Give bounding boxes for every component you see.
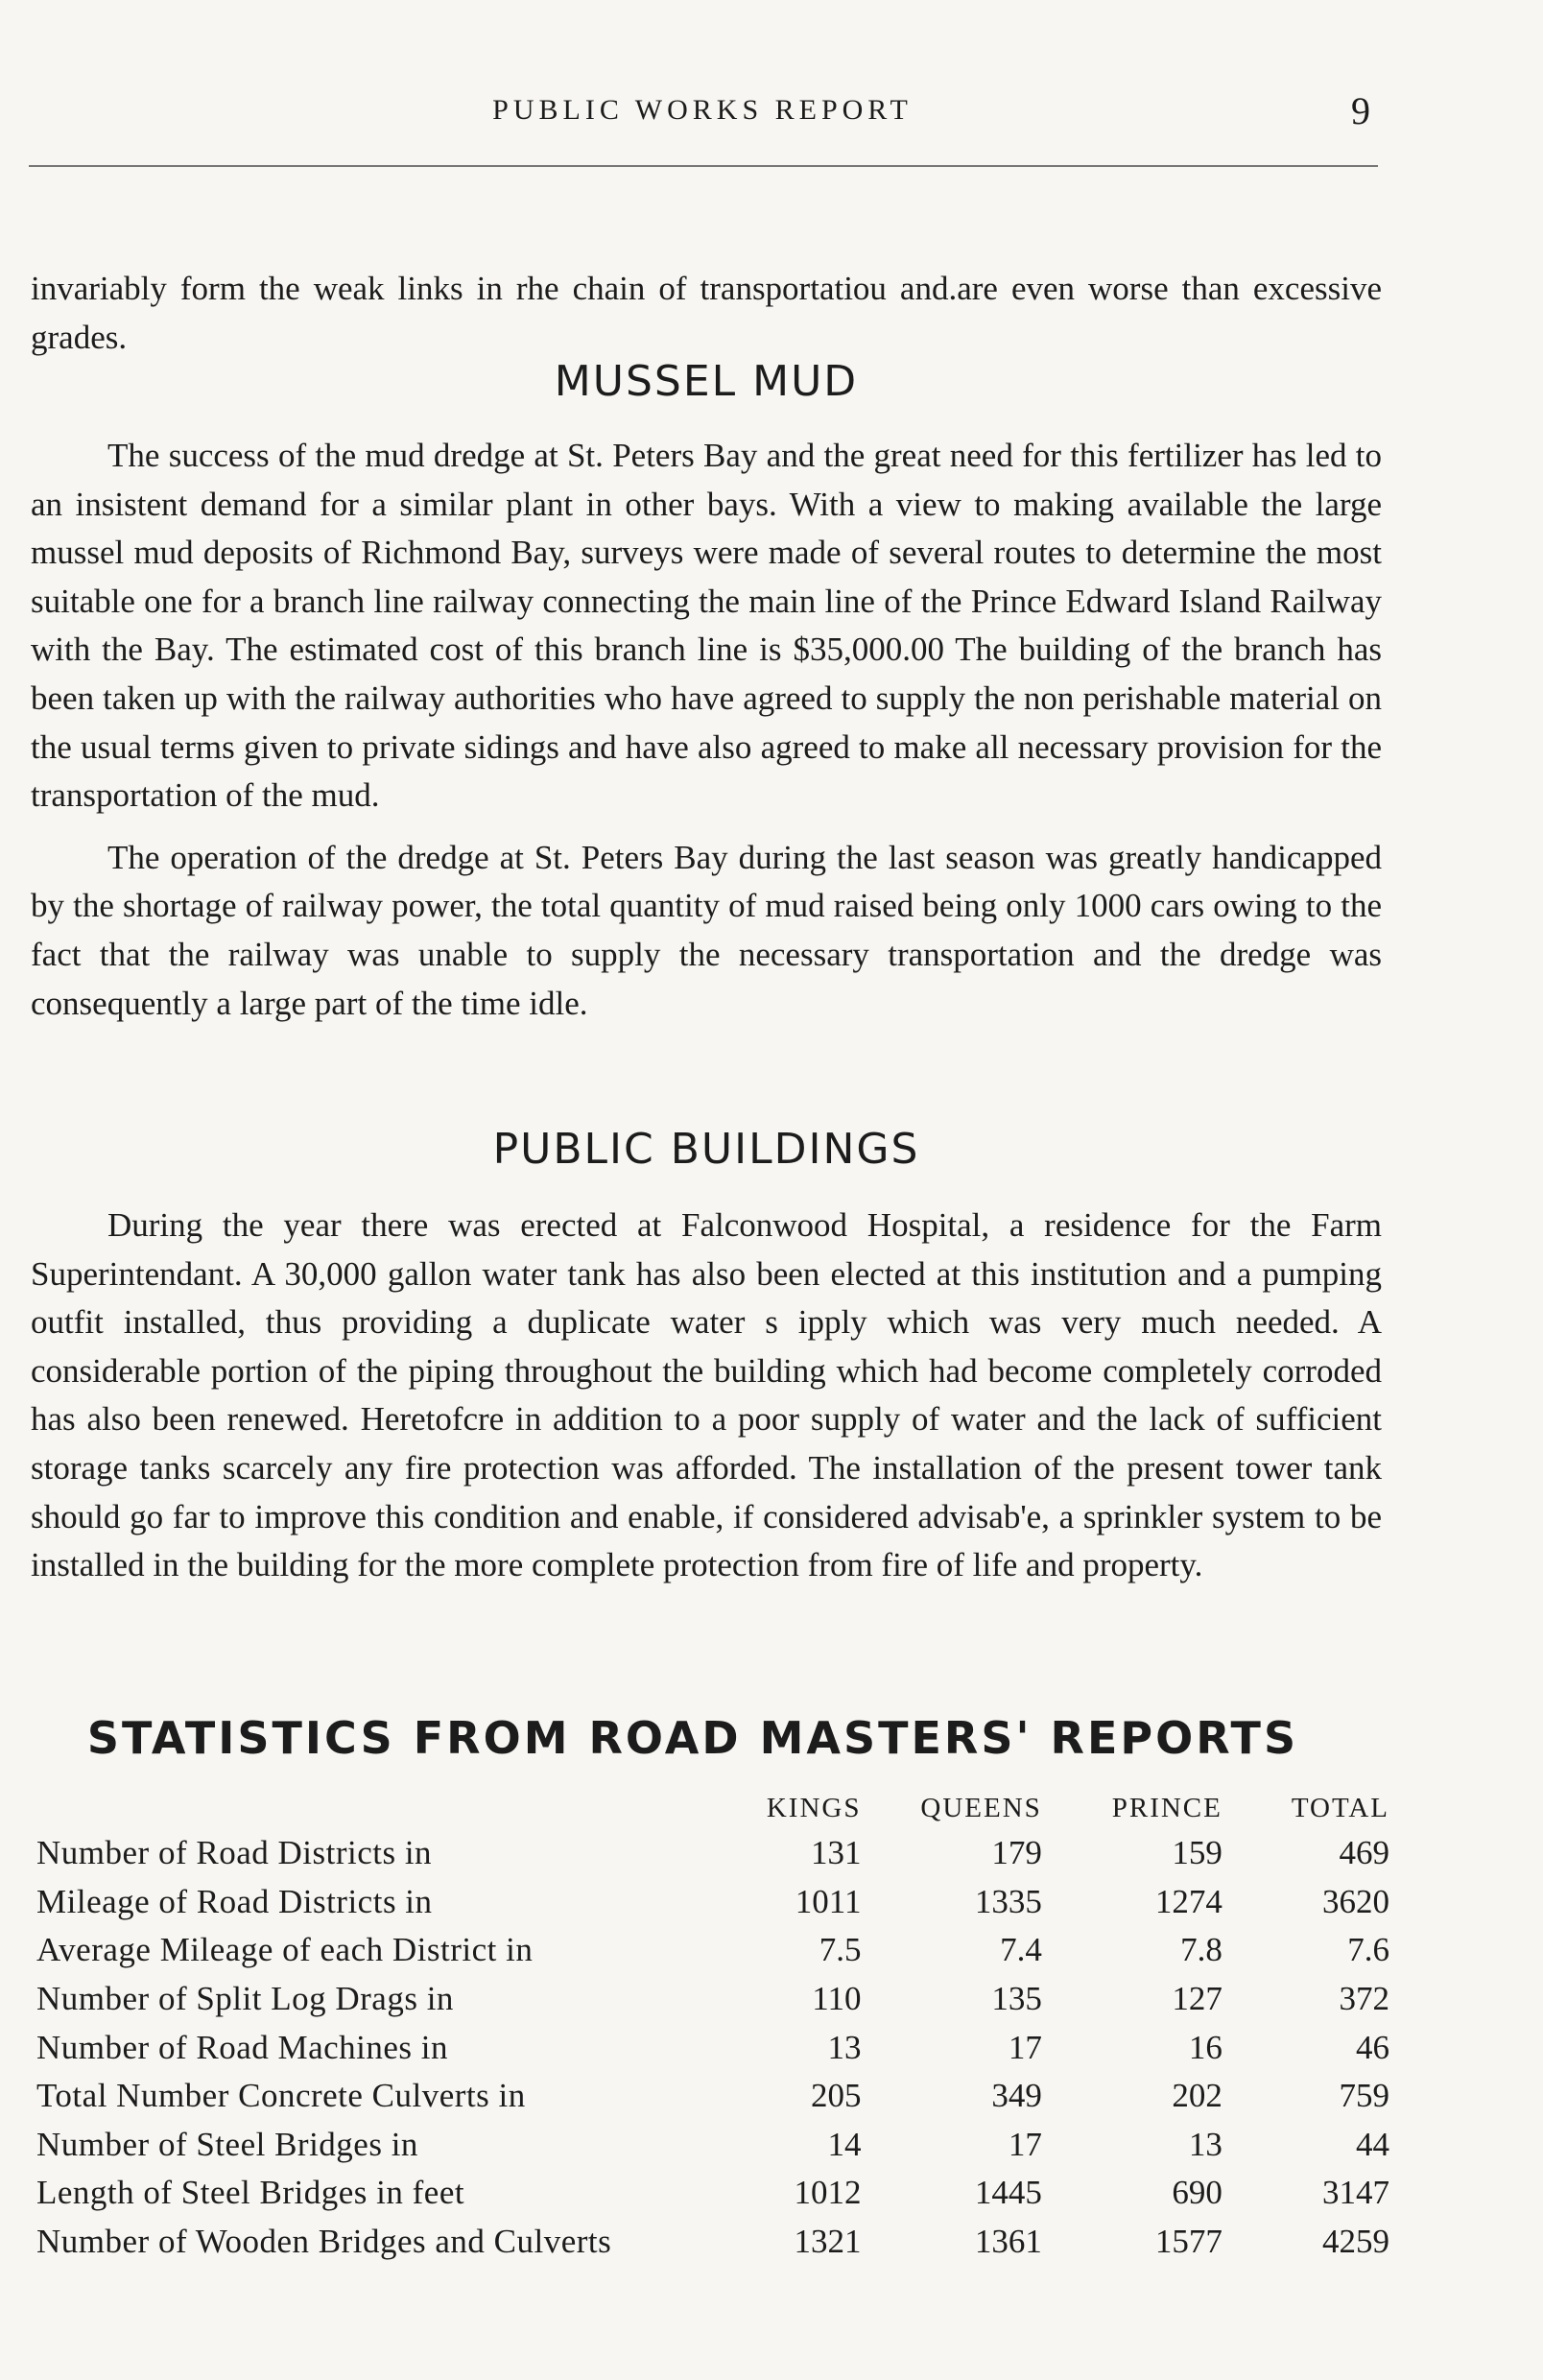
statistics-heading: STATISTICS FROM ROAD MASTERS' REPORTS	[86, 1712, 1299, 1764]
cell-label: Number of Split Log Drags in	[36, 1980, 454, 2018]
cell-queens: 1445	[974, 2174, 1042, 2212]
table-row	[36, 1926, 1389, 1975]
cell-kings: 13	[827, 2028, 862, 2066]
cell-label: Number of Road Machines in	[36, 2028, 449, 2066]
table-body	[36, 1829, 1389, 2266]
table-header-row	[36, 1787, 1389, 1829]
table-row	[36, 1975, 1389, 2024]
cell-label: Total Number Concrete Culverts in	[36, 2077, 526, 2115]
cell-kings: 1011	[795, 1882, 862, 1920]
cell-kings: 1321	[794, 2223, 862, 2261]
cell-queens: 17	[1008, 2125, 1042, 2163]
table-row	[36, 1878, 1389, 1927]
table-row	[36, 2218, 1389, 2267]
cell-queens: 17	[1008, 2028, 1042, 2066]
cell-label: Length of Steel Bridges in feet	[36, 2174, 465, 2212]
table-row	[36, 2023, 1389, 2072]
cell-prince: 1274	[1154, 1882, 1223, 1920]
mussel-mud-paragraph-2: The operation of the dredge at St. Peters Bay during the last season was greatly handicapped by the shortage of railway power, the total quantity of mud raised being only 1000 cars owing to the fact that the railway was unable to supply the necessary transportation and the dredge was consequently a large part of the time idle.	[31, 838, 1382, 1022]
cell-prince: 159	[1172, 1834, 1223, 1872]
cell-kings: 1012	[794, 2174, 862, 2212]
public-buildings-paragraph-1: During the year there was erected at Falconwood Hospital, a residence for the Farm Superintendant. A 30,000 gallon water tank has also been elected at this institution and a pumping outfit installed, thus providing a duplicate water s ipply which was very much needed. A considerable portion of the piping throughout the building which had become completely corroded has also been renewed. Heretofcre in addition to a poor supply of water and the lack of sufficient storage tanks scarcely any fire protection was afforded. The installation of the present tower tank should go far to improve this condition and enable, if considered advisab'e, a sprinkler system to be installed in the building for the more complete protection from fire of life and property.	[31, 1206, 1382, 1584]
cell-kings: 110	[812, 1980, 862, 2018]
cell-total: 4259	[1322, 2223, 1389, 2261]
cell-queens: 1361	[974, 2223, 1042, 2261]
table-row	[36, 1829, 1389, 1878]
cell-total: 44	[1356, 2125, 1389, 2163]
cell-label: Number of Road Districts in	[36, 1834, 433, 1872]
cell-kings: 205	[810, 2077, 862, 2115]
cell-label: Average Mileage of each District in	[36, 1931, 534, 1969]
cell-prince: 1577	[1154, 2223, 1223, 2261]
road-masters-statistics-table	[36, 1787, 1389, 2266]
cell-total: 46	[1356, 2028, 1389, 2066]
cell-queens: 7.4	[1000, 1931, 1042, 1969]
cell-label: Number of Steel Bridges in	[36, 2125, 418, 2163]
page-number: 9	[1351, 89, 1370, 132]
running-head: PUBLIC WORKS REPORT	[492, 94, 913, 126]
cell-prince: 202	[1172, 2077, 1223, 2115]
intro-paragraph: invariably form the weak links in rhe chain of transportatiou and.are even worse than excessive grades.	[31, 270, 1382, 356]
cell-kings: 14	[827, 2125, 862, 2163]
mussel-mud-body	[31, 432, 1382, 1028]
cell-total: 3620	[1322, 1882, 1389, 1920]
column-header-label	[36, 1787, 719, 1829]
cell-total: 3147	[1322, 2174, 1389, 2212]
column-header-kings: KINGS	[766, 1792, 862, 1823]
cell-total: 7.6	[1347, 1931, 1389, 1969]
cell-queens: 135	[991, 1980, 1042, 2018]
table-row	[36, 2169, 1389, 2218]
cell-prince: 127	[1172, 1980, 1223, 2018]
cell-total: 469	[1339, 1834, 1389, 1872]
cell-queens: 179	[991, 1834, 1042, 1872]
cell-queens: 1335	[974, 1882, 1042, 1920]
cell-prince: 16	[1188, 2028, 1223, 2066]
public-buildings-heading: PUBLIC BUILDINGS	[492, 1125, 920, 1174]
cell-kings: 7.5	[819, 1931, 862, 1969]
cell-kings: 131	[810, 1834, 862, 1872]
cell-prince: 7.8	[1180, 1931, 1223, 1969]
cell-prince: 690	[1172, 2174, 1223, 2212]
mussel-mud-heading: MUSSEL MUD	[554, 357, 859, 406]
cell-total: 372	[1339, 1980, 1389, 2018]
cell-label: Mileage of Road Districts in	[36, 1882, 433, 1920]
cell-total: 759	[1339, 2077, 1389, 2115]
cell-prince: 13	[1188, 2125, 1223, 2163]
cell-label: Number of Wooden Bridges and Culverts	[36, 2223, 612, 2261]
column-header-queens: QUEENS	[920, 1792, 1042, 1823]
intro-paragraph-block	[31, 265, 1382, 362]
column-header-total: TOTAL	[1291, 1792, 1389, 1823]
public-buildings-body	[31, 1202, 1382, 1590]
column-header-prince: PRINCE	[1111, 1792, 1223, 1823]
table-row	[36, 2072, 1389, 2121]
mussel-mud-paragraph-1: The success of the mud dredge at St. Peters Bay and the great need for this fertilizer has led to an insistent demand for a similar plant in other bays. With a view to making available the large mussel mud deposits of Richmond Bay, surveys were made of several routes to determine the most suitable one for a branch line railway connecting the main line of the Prince Edward Island Railway with the Bay. The estimated cost of this branch line is $35,000.00 The building of the branch has been taken up with the railway authorities who have agreed to supply the non perishable material on the usual terms given to private sidings and have also agreed to make all necessary provision for the transportation of the mud.	[31, 437, 1382, 815]
table-row	[36, 2121, 1389, 2170]
header-rule	[29, 165, 1378, 167]
cell-queens: 349	[991, 2077, 1042, 2115]
